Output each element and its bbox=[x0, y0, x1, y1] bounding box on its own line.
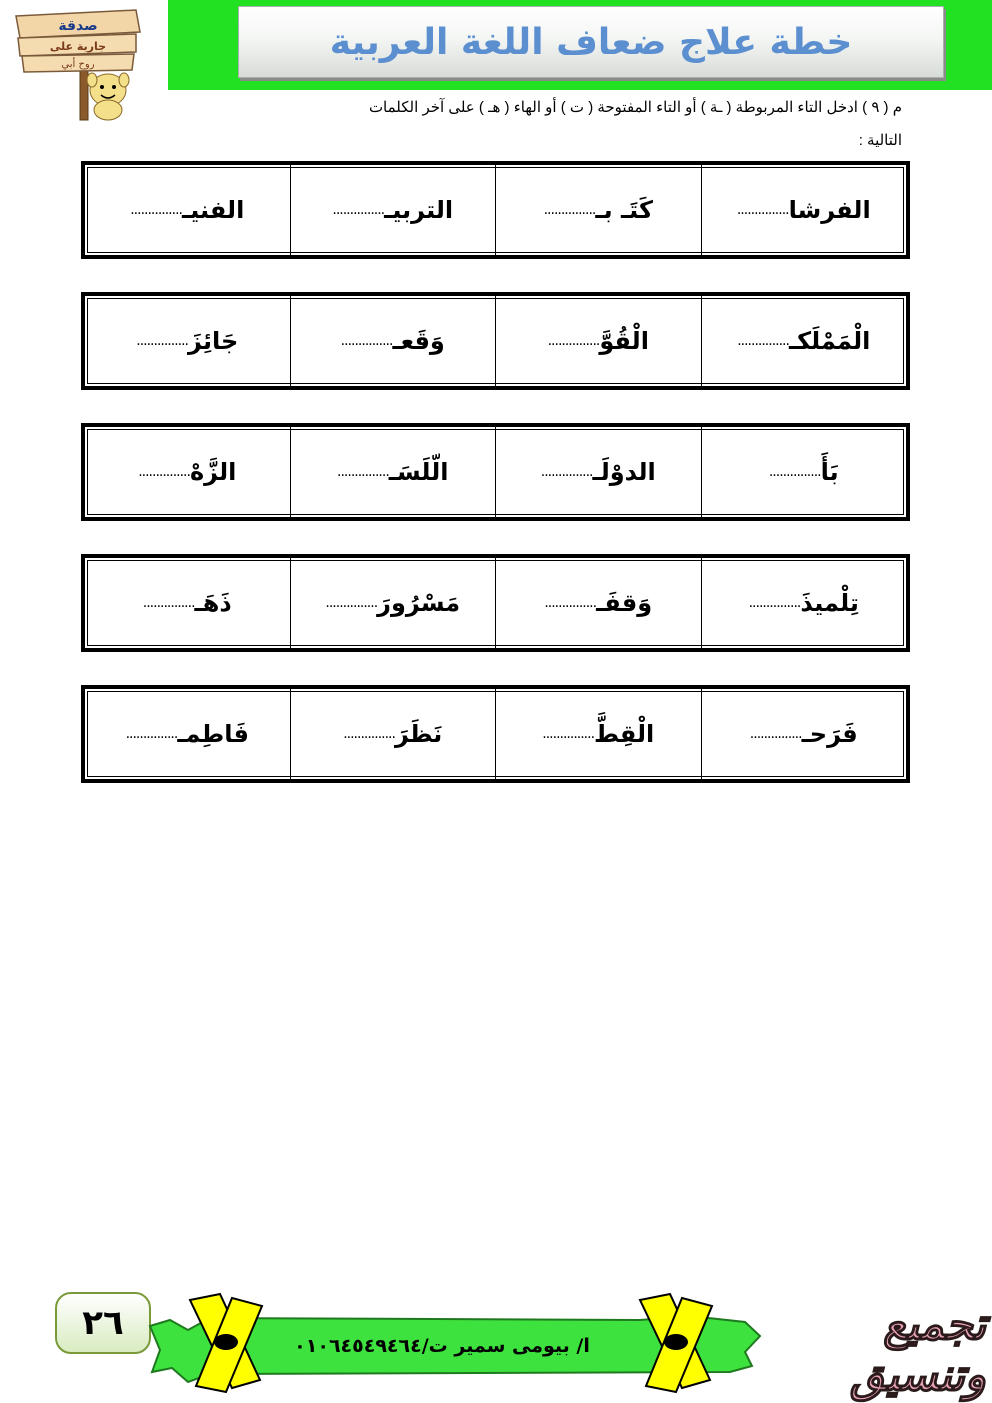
answer-dots[interactable]: ............... bbox=[337, 464, 389, 480]
instruction-line-2: التالية : bbox=[858, 132, 902, 149]
word-table-4 bbox=[81, 554, 910, 652]
sign-line-3: روح أبي bbox=[61, 59, 95, 70]
answer-dots[interactable]: ............... bbox=[325, 595, 378, 611]
sign-line-1: صدقة bbox=[58, 18, 98, 34]
word: فَاطِمـ bbox=[177, 720, 249, 748]
word-cell[interactable] bbox=[701, 165, 907, 255]
answer-dots[interactable]: ............... bbox=[547, 333, 600, 349]
word-cell[interactable] bbox=[290, 558, 496, 648]
answer-dots[interactable]: ............... bbox=[544, 595, 597, 611]
word: وَقَعـ bbox=[392, 327, 445, 355]
word-cell[interactable] bbox=[85, 296, 290, 386]
word-cell[interactable] bbox=[290, 296, 496, 386]
sign-board-3 bbox=[22, 54, 134, 72]
word: الْمَمْلَكـ bbox=[788, 327, 871, 355]
word: تِلْميذَ bbox=[800, 589, 859, 617]
word: نَظَرَ bbox=[394, 720, 443, 748]
word-cell[interactable] bbox=[290, 427, 496, 517]
word: الفنيـ bbox=[181, 196, 245, 224]
answer-dots[interactable]: ............... bbox=[749, 726, 802, 742]
word-table-2 bbox=[81, 292, 910, 390]
answer-dots[interactable]: ............... bbox=[768, 464, 821, 480]
answer-dots[interactable]: ............... bbox=[748, 595, 801, 611]
word-cell[interactable] bbox=[701, 427, 907, 517]
instruction-line-1: م ( ٩ ) ادخل التاء المربوطة ( ـة ) أو التاء المفتوحة ( ت ) أو الهاء ( هـ ) على آخر الكلمات bbox=[368, 99, 902, 116]
author-credit: ا/ بيومى سمير ت/٠١٠٦٤٥٤٩٤٦٤ bbox=[294, 1335, 590, 1357]
word-table-1 bbox=[81, 161, 910, 259]
word-cell[interactable] bbox=[85, 689, 290, 779]
word: مَسْرُورَ bbox=[377, 589, 461, 617]
word-cell[interactable] bbox=[85, 165, 290, 255]
answer-dots[interactable]: ............... bbox=[542, 726, 595, 742]
sign-board-2 bbox=[18, 34, 136, 56]
word: بَأَ bbox=[820, 458, 839, 486]
word-cell[interactable] bbox=[495, 427, 701, 517]
answer-dots[interactable]: ............... bbox=[340, 333, 393, 349]
word: الزَّهْ bbox=[189, 458, 237, 486]
word-cell[interactable] bbox=[495, 165, 701, 255]
answer-dots[interactable]: ............... bbox=[332, 202, 385, 218]
word-cell[interactable] bbox=[701, 296, 907, 386]
word: الْقُوَّ bbox=[599, 327, 649, 355]
instruction bbox=[150, 90, 902, 156]
word: الْقِطَّ bbox=[594, 720, 655, 748]
answer-dots[interactable]: ............... bbox=[736, 202, 789, 218]
answer-dots[interactable]: ............... bbox=[138, 464, 190, 480]
word: وَقفَـ bbox=[596, 589, 653, 617]
word-table-3 bbox=[81, 423, 910, 521]
signature-text: تجميع وتنسيق bbox=[850, 1298, 986, 1401]
word: فَرَحـ bbox=[801, 720, 858, 748]
title-box bbox=[238, 6, 944, 78]
word-cell[interactable] bbox=[290, 165, 496, 255]
answer-dots[interactable]: ............... bbox=[540, 464, 593, 480]
page-number: ٢٦ bbox=[82, 1303, 124, 1343]
page-title: خطة علاج ضعاف اللغة العربية bbox=[329, 21, 853, 63]
word-cell[interactable] bbox=[701, 689, 907, 779]
word-cell[interactable] bbox=[495, 296, 701, 386]
word-cell[interactable] bbox=[85, 427, 290, 517]
word-cell[interactable] bbox=[495, 689, 701, 779]
word: الدوْلَـ bbox=[592, 458, 656, 486]
word: التربيـ bbox=[384, 196, 454, 224]
answer-dots[interactable]: ............... bbox=[737, 333, 789, 349]
word-cell[interactable] bbox=[85, 558, 290, 648]
word: ذَهَـ bbox=[194, 589, 232, 617]
sign-line-2: جارية على bbox=[49, 40, 107, 53]
word-cell[interactable] bbox=[701, 558, 907, 648]
answer-dots[interactable]: ............... bbox=[343, 726, 395, 742]
word: جَائِزَ bbox=[188, 327, 239, 355]
word-cell[interactable] bbox=[290, 689, 496, 779]
answer-dots[interactable]: ............... bbox=[130, 202, 182, 218]
answer-dots[interactable]: ............... bbox=[136, 333, 189, 349]
mascot-sign-icon bbox=[8, 2, 158, 124]
answer-dots[interactable]: ............... bbox=[125, 726, 178, 742]
answer-dots[interactable]: ............... bbox=[142, 595, 195, 611]
word-cell[interactable] bbox=[495, 558, 701, 648]
word-table-5 bbox=[81, 685, 910, 783]
answer-dots[interactable]: ............... bbox=[543, 202, 596, 218]
word: الفرشا bbox=[788, 196, 871, 224]
word: كَتَـ بـ bbox=[595, 196, 653, 224]
word: الّلَسَـ bbox=[388, 458, 449, 486]
